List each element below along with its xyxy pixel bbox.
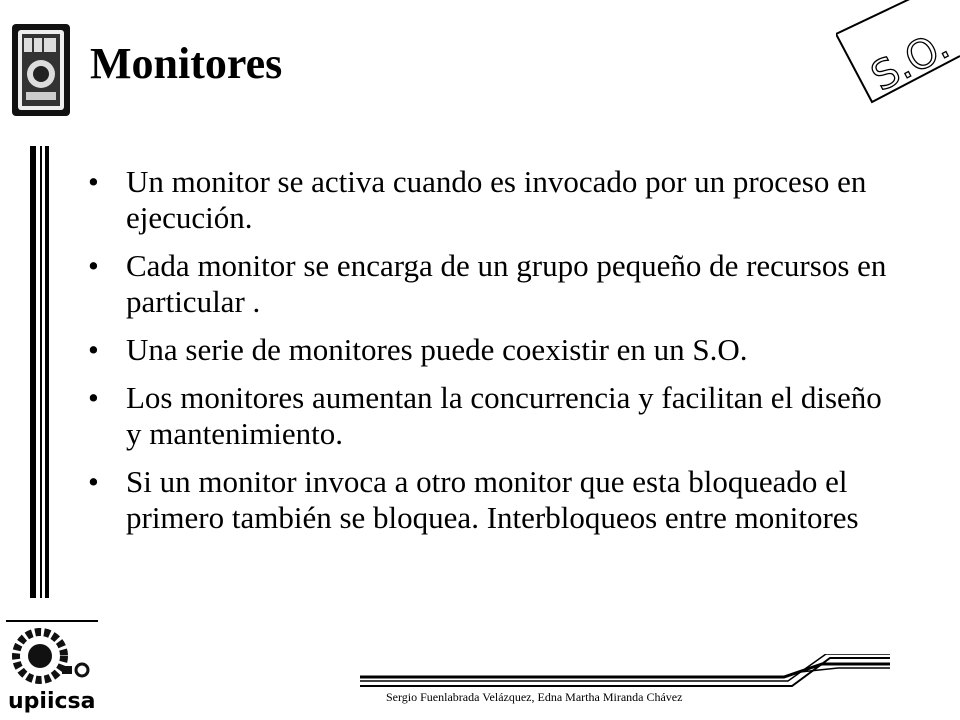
bullet-icon: • bbox=[88, 332, 99, 367]
bullet-item bbox=[88, 464, 888, 536]
bullet-text: Cada monitor se encarga de un grupo pequeño de recursos en particular . bbox=[126, 248, 887, 319]
footer-lines bbox=[360, 654, 900, 688]
bullet-item bbox=[88, 164, 888, 236]
bullet-text: Los monitores aumentan la concurrencia y facilitan el diseño y mantenimiento. bbox=[126, 380, 882, 451]
bullet-item bbox=[88, 332, 888, 368]
bullet-item bbox=[88, 248, 888, 320]
bullet-icon: • bbox=[88, 248, 99, 283]
so-badge bbox=[836, 0, 960, 104]
slide-title: Monitores bbox=[90, 39, 283, 88]
bullet-icon: • bbox=[88, 380, 99, 415]
bullet-icon: • bbox=[88, 164, 99, 199]
bullet-text: Si un monitor invoca a otro monitor que esta bloqueado el primero también se bloquea. Interbloqueos entre monitores bbox=[126, 464, 859, 535]
bullet-list bbox=[88, 164, 888, 548]
bullet-item bbox=[88, 380, 888, 452]
bullet-text: Una serie de monitores puede coexistir en un S.O. bbox=[126, 332, 748, 367]
bullet-text: Un monitor se activa cuando es invocado por un proceso en ejecución. bbox=[126, 164, 867, 235]
ipn-logo bbox=[6, 20, 76, 120]
bullet-icon: • bbox=[88, 464, 99, 499]
footer-authors: Sergio Fuenlabrada Velázquez, Edna Martha Miranda Chávez bbox=[386, 690, 683, 704]
vertical-bars bbox=[30, 146, 50, 598]
so-badge-text: S.O. bbox=[864, 22, 957, 101]
upiicsa-logo-text: upiicsa bbox=[8, 689, 96, 714]
upiicsa-logo bbox=[6, 620, 98, 716]
